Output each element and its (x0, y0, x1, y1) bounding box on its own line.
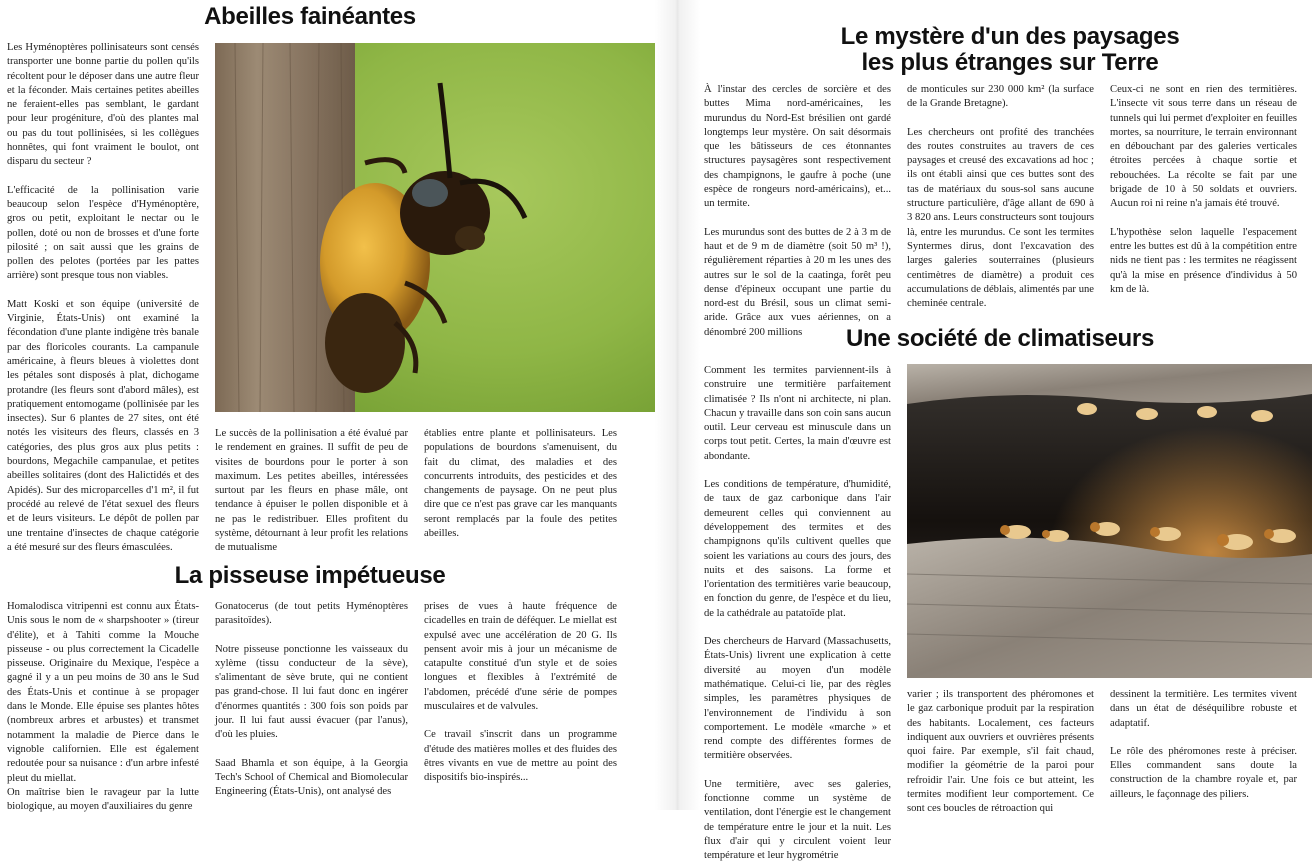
page-spine (655, 0, 700, 810)
paragraph: varier ; ils transportent des phéromones et le gaz carbonique produit par la respiration des habitants. Localement, ces facteurs indiquent aux ouvriers et ouvrières présents quoi faire. Par exemple, s'il fait chaud, modifier la géométrie de la paroi pour refroidir l'air. Une fois ce but atteint, les termites modifient leur comportement. Ce sont ces boucles de rétroaction qui (907, 689, 1094, 815)
termites-column-3 (1110, 688, 1297, 810)
paragraph: Des chercheurs de Harvard (Massachusetts, États-Unis) livrent une explication à cette diversité au moyen d'un modèle mathématique. Celui-ci lie, par des règles simples, les paramètres physiques de l'environnement de l'individu à son comportement. Le modèle «marche » et rend compte des différentes formes de termitière observées. (704, 636, 891, 762)
sharpshooter-column-2 (215, 600, 408, 810)
paragraph: Comment les termites parviennent-ils à construire une termitière parfaitement climatisée ? Ils n'ont ni architecte, ni plan. Chacun y travaille dans son coin sans aucun outil. Leur cerveau est minuscule dans un corps tout petit. Certes, la main d'œuvre est abondante. (704, 365, 891, 462)
termite-photo (907, 364, 1312, 678)
paragraph: Les Hyménoptères pollinisateurs sont censés transporter une bonne partie du pollen qu'ils récoltent pour le déposer dans une autre fleur et la féconder. Mais certaines petites abeilles ne feraient-elles pas semblant, le gardant pour leur progéniture, d'où des plantes mal ou pas du tout pollinisées, si les collègues honnêtes, qui font vraiment le boulot, ont disparu du secteur ? (7, 42, 199, 168)
paragraph: L'hypothèse selon laquelle l'espacement entre les buttes est dû à la compétition entre nids ne tient pas : les termites ne réagissent qu'à la mise en présence d'individus à 50 km de là. (1110, 226, 1297, 295)
paragraph: Saad Bhamla et son équipe, à la Georgia Tech's School of Chemical and Biomolecular Engineering (États-Unis), ont analysé des (215, 757, 408, 798)
termites-title: Une société de climatiseurs (845, 325, 1155, 352)
paragraph: prises de vues à haute fréquence de cicadelles en train de déféquer. Le miellat est expulsé avec une accélération de 20 G. Ils pensent avoir mis à jour un mécanisme de catapulte constitué d'un style et de soies longues et flexibles à l'extrémité de l'abdomen, précédé d'une série de pompes musculaires et de valvules. (424, 601, 617, 713)
sharpshooter-column-3 (424, 600, 617, 810)
paragraph: dessinent la termitière. Les termites vivent dans un état de déséquilibre robuste et adaptatif. (1110, 689, 1297, 729)
paragraph: Matt Koski et son équipe (université de Virginie, États-Unis) ont examiné la fécondation d'une plante indigène très banale par des floricoles courants. La campanule américaine, à fleurs bleues à violettes dont les pétales sont disposés à plat, dichogame protandre (les fleurs sont d'abord mâles), est pratiquement entomogame (pollinisée par les insectes). Sur 6 plantes de 27 sites, ont été notés les visiteurs des fleurs, classés en 3 catégories, des plus gros aux plus petits : bourdons, Megachile campanulae, et petites abeilles solitaires (dont des Halictidés et des Apidés). Sur des microparcelles d'1 m², il fut procédé au relevé de l'état sexuel des fleurs et de leurs visiteurs. Le dépôt de pollen par une trentaine d'insectes de chaque catégorie a été mesuré sur des fleurs émasculées. (7, 298, 199, 553)
paragraph: L'efficacité de la pollinisation varie beaucoup selon l'espèce d'Hyménoptère, gros ou petit, exploitant le nectar ou le pollen, doté ou non de brosses et d'une forte pilosité ; on sait aussi que les grains de pollen des pelotes (portées par les pattes arrière) sont presque tous non viables. (7, 184, 199, 282)
mystery-title (780, 24, 1240, 77)
bee-photo (215, 43, 655, 412)
paragraph: Une termitière, avec ses galeries, fonctionne comme un système de ventilation, dont l'énergie est le changement de température entre le jour et la nuit. Les flux d'air qui y circulent voient leur température et leur hygrométrie (704, 778, 891, 862)
paragraph: Gonatocerus (de tout petits Hyménoptères parasitoïdes). (215, 601, 408, 627)
paragraph: Notre pisseuse ponctionne les vaisseaux du xylème (tissu conducteur de la sève), s'alimentant de sève brute, qui ne contient pas grand-chose. Il lui faut donc en ingérer d'énormes quantités : 300 fois son poids par jour. Il lui faut aussi évacuer (par l'anus), d'où les pluies. (215, 643, 408, 741)
mystery-column-1 (704, 83, 891, 338)
paragraph: Ce travail s'inscrit dans un programme d'étude des matières molles et des fluides des êtres vivants en vue de mettre au point des dispositifs bio-inspirés... (424, 729, 617, 784)
paragraph: On maîtrise bien le ravageur par la lutte biologique, au moyen d'auxiliaires du genre (7, 786, 199, 813)
paragraph: de monticules sur 230 000 km² (la surface de la Grande Bretagne). (907, 84, 1094, 110)
sharpshooter-title: La pisseuse impétueuse (174, 562, 446, 589)
paragraph: Ceux-ci ne sont en rien des termitières. L'insecte vit sous terre dans un réseau de tunnels qui lui permet d'exploiter en feuilles mortes, sa nourriture, le terrain environnant en débouchant par des galeries verticales étroites percées à chaque sortie et rebouchées. La récolte se fait par une brigade de 10 à 50 soldats et ouvriers. Aucun roi ni reine n'a jamais été trouvé. (1110, 84, 1297, 210)
termites-column-1 (704, 364, 891, 862)
bees-column-1 (7, 41, 199, 553)
paragraph: À l'instar des cercles de sorcière et des buttes Mima nord-américaines, les murundus du Nord-Est brésilien ont gardé longtemps leur mystère. On sait désormais que les bâtisseurs de ces étonnantes structures paysagères sont respectivement des champignons, le gaufre à poche (une espèce de rongeurs nord-américains), et... un termite. (704, 84, 891, 210)
paragraph: établies entre plante et pollinisateurs. Les populations de bourdons s'amenuisent, du fait du climat, des maladies et des concurrents introduits, des pesticides et des changements de paysage. On ne peut plus dire que ce n'est pas grave car les manquants seront remplacés par la foule des petites abeilles. (424, 428, 617, 540)
paragraph: Le rôle des phéromones reste à préciser. Elles commandent sans doute la construction de la chambre royale et, par ailleurs, le façonnage des piliers. (1110, 745, 1297, 800)
paragraph: Les chercheurs ont profité des tranchées des routes construites au travers de ces paysages et creusé des excavations ad hoc ; ils ont établi ainsi que ces buttes sont des tas de matériaux du sous-sol sans aucune structure particulière, d'âge allant de 690 à 3 820 ans. Leurs constructeurs sont toujours là, entre les murundus. Ce sont les termites Syntermes dirus, dont l'excavation des larges galeries souterraines (plusieurs centimètres de diamètre) a produit ces accumulations de déblais, alimentés par une cheminée centrale. (907, 126, 1094, 310)
mystery-column-3 (1110, 83, 1297, 308)
paragraph: Les conditions de température, d'humidité, de taux de gaz carbonique dans l'air demeurent celles qui conviennent au développement des termites et des champignons qu'ils cultivent quelles que soient les variations au cours des jours, des nuits et des saisons. La forme et l'orientation des termitières varie beaucoup, en fonction du genre, de l'espèce et du lieu, de la cathédrale au patatoïde plat. (704, 479, 891, 619)
bees-title: Abeilles fainéantes (204, 3, 416, 30)
termites-column-2 (907, 688, 1094, 815)
mystery-column-2 (907, 83, 1094, 308)
paragraph: Homalodisca vitripenni est connu aux États-Unis sous le nom de « sharpshooter » (tireur d'élite), et à Tahiti comme la Mouche pisseuse - ou plus correctement la Cicadelle pisseuse. Originaire du Mexique, l'espèce a gagné il y a un peu moins de 30 ans le Sud des États-Unis et continue à se propager dans le Monde. Elle épuise ses plantes hôtes (nombreux arbres et arbustes) et transmet notamment la maladie de Pierce dans le vignoble californien. Elle est également redoutée pour sa nuisance : d'un arbre infesté pleut du miellat. (7, 601, 199, 784)
mystery-title-line-2: les plus étranges sur Terre (861, 49, 1159, 77)
paragraph: Le succès de la pollinisation a été évalué par le rendement en graines. Il suffit de peu de visites de bourdons pour le porter à son maximum. Les petites abeilles, intéressées surtout par les fleurs en phase mâle, ont tendance à épuiser le pollen disponible et à ne pas le redistribuer. Elles profitent du système, détournant à leur profit les relations de mutualisme (215, 428, 408, 554)
paragraph: Les murundus sont des buttes de 2 à 3 m de haut et de 9 m de diamètre (soit 50 m³ !), régulièrement réparties à 20 m les unes des autres sur le sol de la caatinga, forêt peu dense d'épineux occupant une partie du nord-est du Brésil, sous un climat semi-aride. Grâce aux vues aériennes, on a dénombré 200 millions (704, 226, 891, 338)
bees-column-3 (424, 427, 617, 547)
mystery-title-line-1: Le mystère d'un des paysages (840, 23, 1180, 50)
bees-column-2 (215, 427, 408, 554)
sharpshooter-column-1 (7, 600, 199, 813)
